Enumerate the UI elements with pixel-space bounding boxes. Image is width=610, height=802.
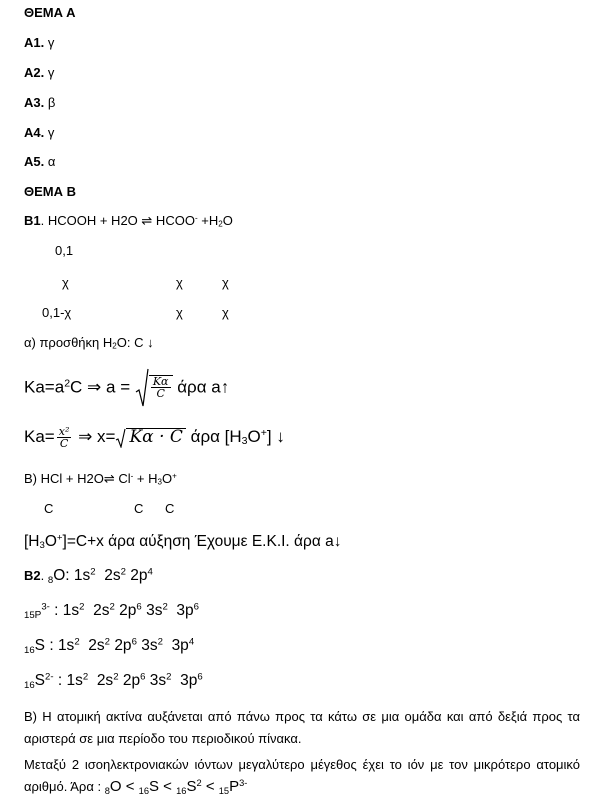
isoelectronic-paragraph: Μεταξύ 2 ισοηλεκτρονιακών ιόντων μεγαλύτερο μέγεθος έχει το ιόν με τον μικρότερο ατομικό αριθμό. Άρα : $8O < 16S < 16S^2 < 15P^{3-}$	[24, 757, 580, 796]
b2-label: Β2	[24, 568, 41, 583]
answer-label: Α1.	[24, 35, 45, 50]
table-eq-2: χ	[176, 305, 183, 320]
b1-part-a: α) προσθήκη $H_2O$: C ↓	[24, 335, 154, 351]
answer-value: γ	[47, 35, 55, 50]
equilibrium-arrow: ⇌	[103, 471, 115, 486]
table-change-2: χ	[176, 275, 183, 290]
b-row-c3: C	[165, 501, 175, 516]
answer-value: β	[47, 95, 56, 110]
b1-part-b-reaction: Β) HCl + H2O⇌ $Cl^- + H_3O^+$	[24, 471, 177, 487]
square-root-icon: Κα · C	[115, 428, 185, 448]
answer-value: α	[47, 154, 56, 169]
answer-label: Α2.	[24, 65, 45, 80]
atomic-radius-paragraph: Β) Η ατομική ακτίνα αυξάνεται από πάνω προς τα κάτω σε μια ομάδα και από δεξιά προς τα αριστερά σε μια περίοδο του περιοδικού πίνακα.	[24, 709, 580, 746]
b1-reaction: Β1. HCOOH + H2O ⇌ HCOO- $+H_2O$	[24, 213, 233, 229]
table-eq-3: χ	[222, 305, 229, 320]
b1-label: Β1	[24, 213, 41, 228]
answer-value: γ	[47, 125, 55, 140]
answer-a2	[24, 66, 54, 79]
ka-equation-2: Ka= $\frac{\text{x²}}{C}$ ⇒ x= Κα · C άρα $[H_3O^+]$ ↓	[24, 425, 285, 450]
config-oxygen: Β2. 8O: $1s^2$ $2s^2$ $2p^4$	[24, 566, 153, 586]
answer-a4	[24, 126, 54, 139]
config-sulfur: 16S : $1s^2$ $2s^2$ $2p^6$ $3s^2$ $3p^4$	[24, 636, 195, 656]
section-a-heading: ΘΕΜΑ Α	[24, 5, 76, 20]
b-row-c2: C	[134, 501, 144, 516]
answer-a1	[24, 36, 54, 49]
answer-value: γ	[47, 65, 55, 80]
answer-a3	[24, 96, 55, 109]
answer-a5	[24, 155, 55, 168]
table-eq-1: 0,1-χ	[42, 305, 72, 320]
section-b-heading: ΘΕΜΑ Β	[24, 184, 76, 199]
ka-equation-1: $Ka=a^2C$ ⇒ a = $\frac{K\alpha}{C}$ άρα a↑	[24, 368, 229, 408]
answer-label: Α5.	[24, 154, 45, 169]
config-sulfide: $16S^{2-}$ : $1s^2$ $2s^2$ $2p^6$ $3s^2$ $3p^6$	[24, 671, 203, 691]
table-change-3: χ	[222, 275, 229, 290]
config-phosphide: $15P^{3-}$ : $1s^2$ $2s^2$ $2p^6$ $3s^2$ $3p^6$	[24, 601, 200, 621]
answer-label: Α3.	[24, 95, 45, 110]
b-row-c1: C	[44, 501, 54, 516]
square-root-icon: $\frac{K\alpha}{C}$	[135, 368, 173, 408]
radius-order: $8O < 16S < 16S^2 < 15P^{3-}$	[104, 777, 248, 796]
table-change-1: χ	[62, 275, 69, 290]
equilibrium-arrow: ⇌	[141, 213, 153, 228]
table-initial: 0,1	[55, 243, 74, 258]
answer-label: Α4.	[24, 125, 45, 140]
h3o-conclusion: $[H_3O^+]=C+x$ άρα αύξηση Έχουμε Ε.Κ.Ι. άρα a↓	[24, 532, 342, 551]
